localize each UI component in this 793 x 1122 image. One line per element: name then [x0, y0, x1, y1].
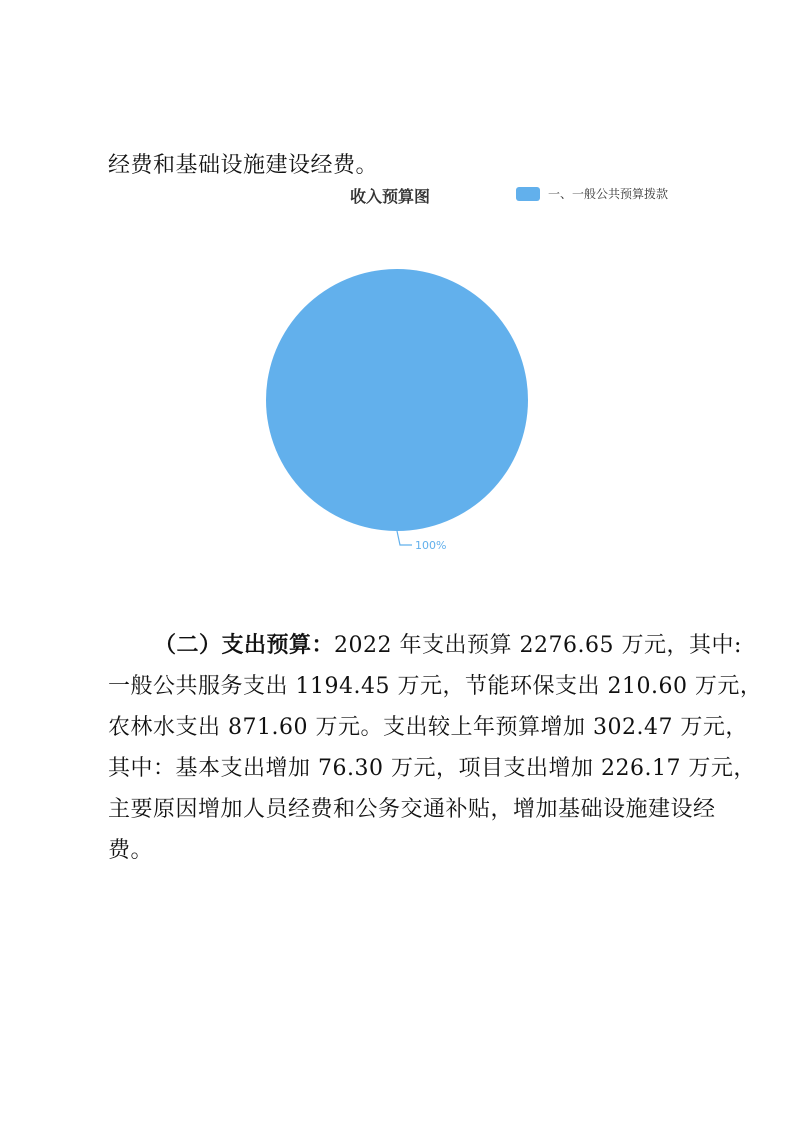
- section2-line-1: [154, 628, 742, 659]
- paragraph-tail: 经费和基础设施建设经费。: [108, 153, 379, 178]
- chart-title: 收入预算图: [350, 187, 431, 206]
- section2-line-3: 农林水支出 871.60 万元。支出较上年预算增加 302.47 万元，: [108, 715, 748, 740]
- pie-slice: [266, 269, 528, 531]
- section2-line-6: 费。: [108, 838, 154, 863]
- pie-leader-line: [397, 531, 412, 545]
- section2-heading: （二）支出预算：: [154, 633, 335, 658]
- section2-line-4: 其中：基本支出增加 76.30 万元，项目支出增加 226.17 万元，: [108, 756, 756, 781]
- section2-line-2: 一般公共服务支出 1194.45 万元，节能环保支出 210.60 万元，: [108, 674, 763, 699]
- section2-text-1: 2022 年支出预算 2276.65 万元，其中:: [334, 633, 742, 658]
- section2-line-5: 主要原因增加人员经费和公务交通补贴，增加基础设施建设经: [108, 797, 716, 822]
- pie-data-label: 100%: [415, 539, 447, 552]
- legend-label: 一、一般公共预算拨款: [548, 187, 669, 201]
